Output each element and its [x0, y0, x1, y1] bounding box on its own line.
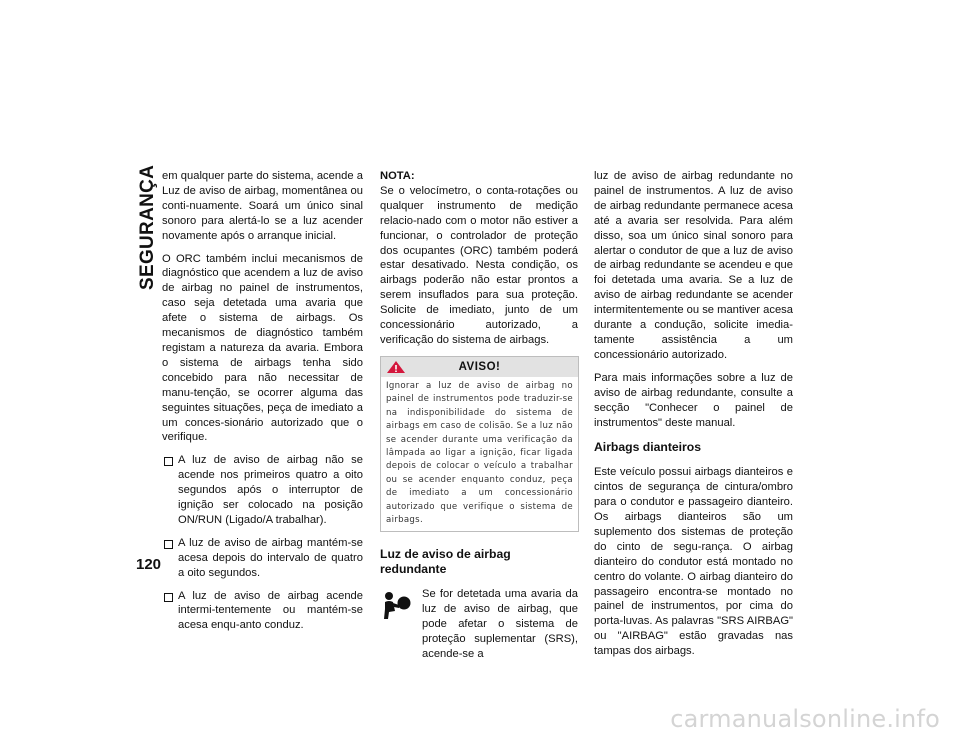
- airbag-indicator-block: [380, 587, 578, 662]
- list-item: A luz de aviso de airbag mantém-se acesa depois do intervalo de quatro a oito segundos.: [162, 536, 363, 581]
- watermark: carmanualsonline.info: [670, 705, 940, 733]
- section-heading: Airbags dianteiros: [594, 440, 702, 455]
- square-bullet-icon: [164, 540, 173, 549]
- note: [380, 169, 578, 348]
- paragraph: Para mais informações sobre a luz de aviso de airbag redundante, consulte a secção "Conhecer o painel de instrumentos" deste manual.: [594, 371, 793, 429]
- paragraph: luz de aviso de airbag redundante no painel de instrumentos. A luz de aviso de airbag redundante permanece acesa até a avaria ser resolvida. Para além disso, soa um único sinal sonoro para alertar o condutor de que a luz de aviso de airbag redundante se acendeu e que foi detetada uma avaria. Se a luz de aviso de airbag redundante se acender intermitentemente ou se mantiver acesa durante a condução, solicite imedia-tamente assistência a um concessionário autorizado.: [594, 170, 793, 361]
- list-item: A luz de aviso de airbag acende intermi-tentemente ou mantém-se acesa enqu-anto conduz.: [162, 589, 363, 634]
- section-heading: Luz de aviso de airbag redundante: [380, 547, 511, 577]
- note-text: Se o velocímetro, o conta-rotações ou qualquer instrumento de medição relacio-nado com o motor não estiver a funcionar, o controlador de proteção dos ocupantes (ORC) também poderá estar desativado. Nesta condição, os airbags poderão não estar prontos a serem insuflados para sua proteção. Solicite de imediato, junto de um concessionário autorizado, a verificação do sistema de airbags.: [380, 184, 578, 346]
- paragraph: O ORC também inclui mecanismos de diagnóstico que acendem a luz de aviso de airbag no painel de instrumentos, caso seja detetada uma avaria que afete o sistema de airbags. Os mecanismos de diagnóstico também registam a natureza da avaria. Embora o sistema de airbags tenha sido concebido para não necessitar de manu-tenção, se ocorrer alguma das seguintes situações, peça de imediato a um conces-sionário autorizado que o verifique.: [162, 252, 363, 444]
- paragraph: em qualquer parte do sistema, acende a Luz de aviso de airbag, momentânea ou conti-nuamente. Soará um único sinal sonoro para alertá-lo se a luz acender novamente após o arranque inicial.: [162, 170, 363, 242]
- airbag-icon: [380, 587, 422, 662]
- column-3: [594, 169, 793, 667]
- warning-header: [381, 357, 578, 377]
- warning-title: AVISO!: [458, 360, 501, 373]
- column-2: [380, 169, 578, 662]
- warning-triangle-icon: [386, 360, 406, 374]
- bullet-list: [162, 453, 363, 633]
- square-bullet-icon: [164, 457, 173, 466]
- page-number: 120: [136, 556, 162, 573]
- list-item: A luz de aviso de airbag não se acende nos primeiros quatro a oito segundos após o interruptor de ignição ser colocado na posição ON/RUN (Ligado/A trabalhar).: [162, 453, 363, 528]
- square-bullet-icon: [164, 593, 173, 602]
- section-title: SEGURANÇA: [137, 164, 158, 290]
- airbag-indicator-text: Se for detetada uma avaria da luz de aviso de airbag, que pode afetar o sistema de proteção suplementar (SRS), acende-se a: [422, 588, 578, 660]
- paragraph: Este veículo possui airbags dianteiros e cintos de segurança de cintura/ombro para o condutor e passageiro dianteiro. Os airbags dianteiros são um suplemento dos sistemas de proteção do cinto de segu-rança. O airbag dianteiro do condutor está montado no centro do volante. O airbag dianteiro do passageiro encontra-se montado no painel de instrumentos, por cima do porta-luvas. As palavras "SRS AIRBAG" ou "AIRBAG" estão gravadas nas tampas dos airbags.: [594, 466, 793, 658]
- column-1: [162, 169, 363, 641]
- note-label: NOTA:: [380, 170, 415, 182]
- warning-text: Ignorar a luz de aviso de airbag no painel de instrumentos pode traduzir-se na indisponibilidade do sistema de airbags em caso de colisão. Se a luz não se acender durante uma verificação da lâmpada ao ligar a ignição, ficar ligada depois de colocar o veículo a trabalhar ou se acender enquanto conduz, peça de imediato a um concessionário autorizado que verifique o sistema de airbags.: [386, 380, 573, 525]
- warning-box: [380, 356, 579, 532]
